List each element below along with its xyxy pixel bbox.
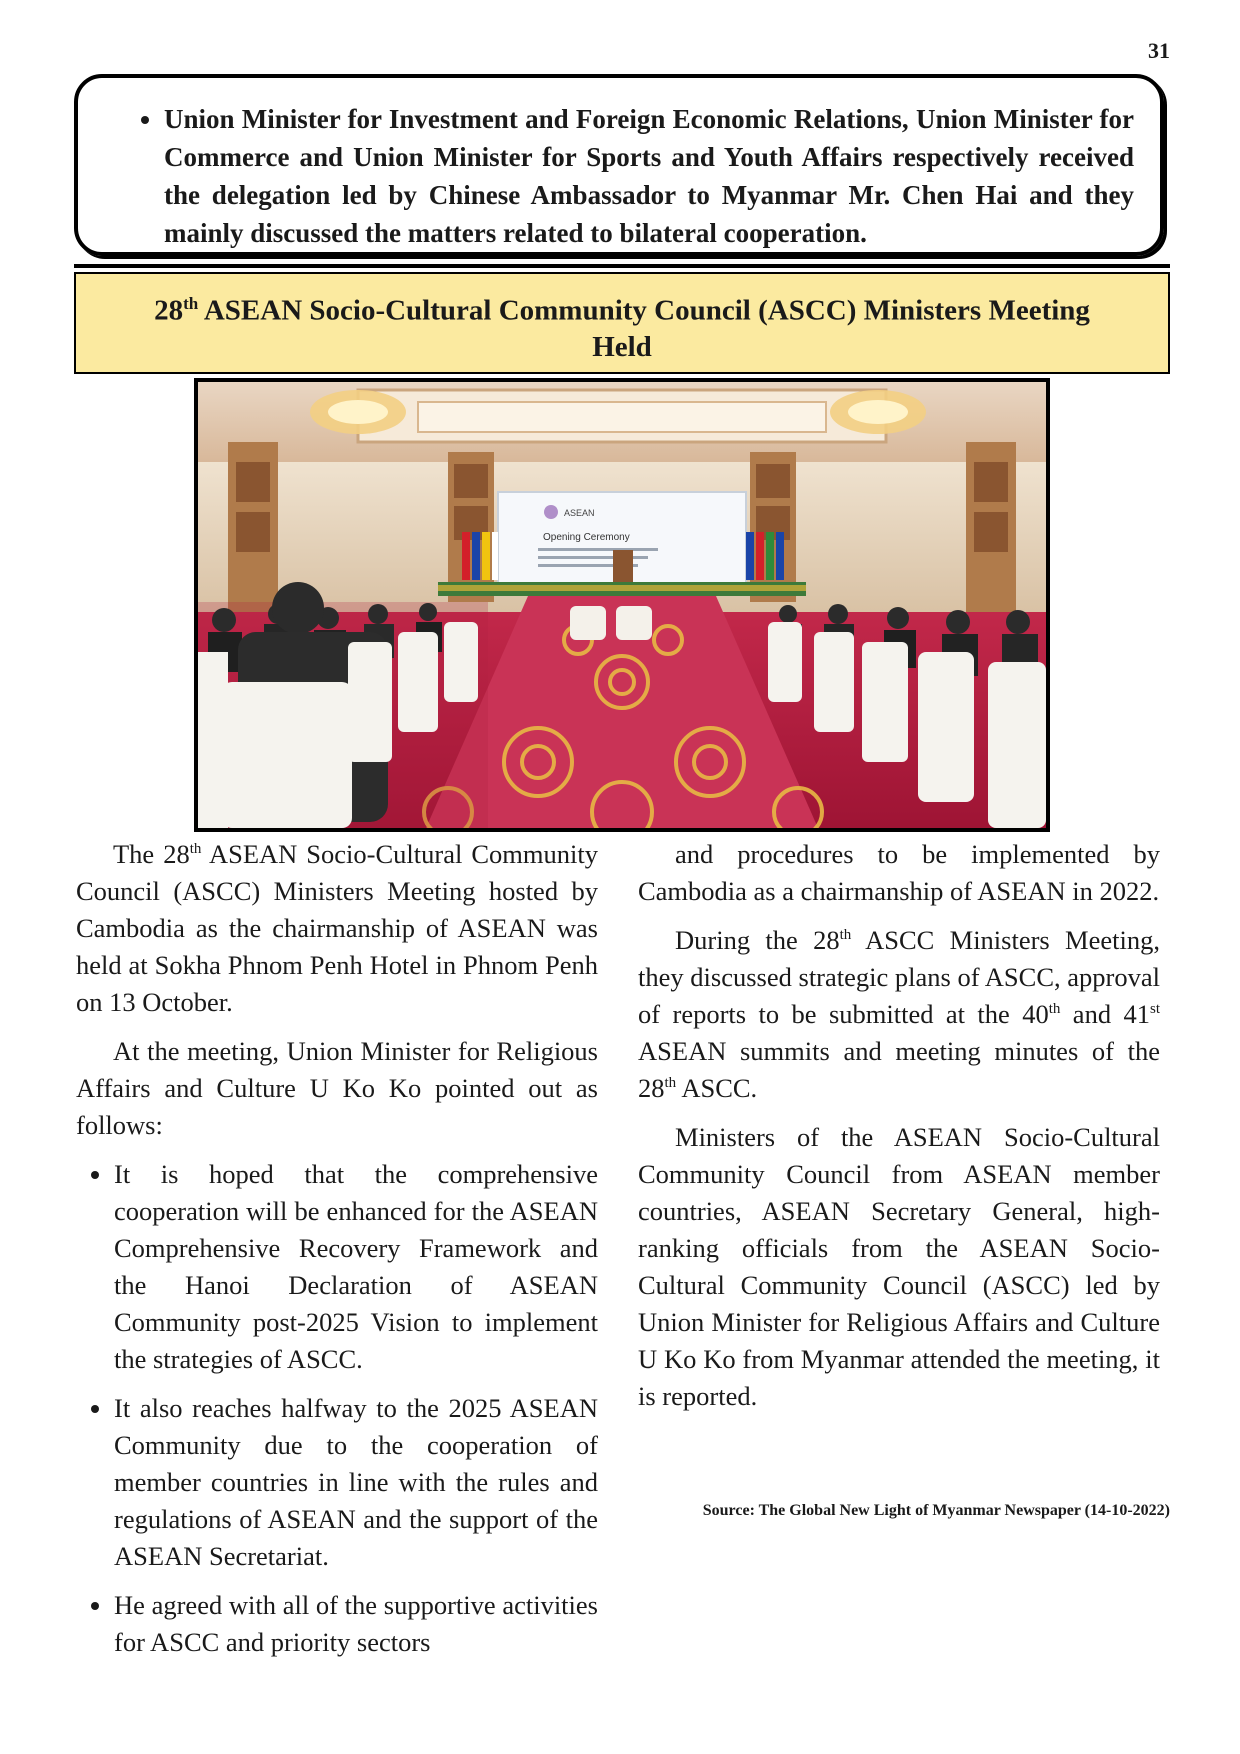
headline-number: 28	[154, 294, 184, 327]
screen-logo-text: ASEAN	[564, 508, 595, 518]
summary-box	[74, 74, 1164, 256]
paragraph-continuation: and procedures to be implemented by Cambodia as a chairmanship of ASEAN in 2022.	[638, 839, 1160, 906]
article-headline	[76, 286, 1168, 365]
right-column	[638, 836, 1160, 1427]
summary-list	[128, 100, 1134, 252]
divider-rule	[74, 264, 1170, 268]
page-number: 31	[1148, 38, 1170, 63]
points-list	[76, 1156, 598, 1661]
list-item: • He agreed with all of the supportive activities for ASCC and priority sectors	[114, 1587, 598, 1661]
list-item: • It also reaches halfway to the 2025 ASEAN Community due to the cooperation of member countries in line with the rules and regulations of ASEAN and the support of the ASEAN Secretariat.	[114, 1390, 598, 1575]
summary-item: • Union Minister for Investment and Foreign Economic Relations, Union Minister for Commerce and Union Minister for Sports and Youth Affairs respectively received the delegation led by Chinese Ambassador to Myanmar Mr. Chen Hai and they mainly discussed the matters related to bilateral cooperation.	[164, 100, 1134, 252]
paragraph-intro: The 28th ASEAN Socio-Cultural Community Council (ASCC) Ministers Meeting hosted by Cambodia as the chairmanship of ASEAN was held at Sokha Phnom Penh Hotel in Phnom Penh on 13 October.	[76, 839, 598, 1017]
headline-line1: ASEAN Socio-Cultural Community Council (ASCC) Ministers Meeting	[198, 294, 1090, 327]
headline-ordinal: th	[183, 294, 199, 313]
list-item: • It is hoped that the comprehensive cooperation will be enhanced for the ASEAN Comprehensive Recovery Framework and the Hanoi Declaration of ASEAN Community post-2025 Vision to implement the strategies of ASCC.	[114, 1156, 598, 1378]
headline-box	[74, 272, 1170, 374]
source-credit: Source: The Global New Light of Myanmar Newspaper (14-10-2022)	[702, 1502, 1170, 1519]
meeting-photo	[194, 378, 1050, 832]
headline-line2: Held	[592, 330, 652, 363]
screen-title: Opening Ceremony	[543, 532, 630, 543]
paragraph-discussion: During the 28th ASCC Ministers Meeting, they discussed strategic plans of ASCC, approval of reports to be submitted at the 40th and 41st ASEAN summits and meeting minutes of the 28th ASCC.	[638, 925, 1160, 1103]
paragraph-meeting: At the meeting, Union Minister for Religious Affairs and Culture U Ko Ko pointed out as follows:	[76, 1036, 598, 1140]
left-column	[76, 836, 598, 1673]
paragraph-attendees: Ministers of the ASEAN Socio-Cultural Community Council from ASEAN member countries, ASEAN Secretary General, high-ranking officials from the ASEAN Socio-Cultural Community Council (ASCC) led by Union Minister for Religious Affairs and Culture U Ko Ko from Myanmar attended the meeting, it is reported.	[638, 1122, 1160, 1411]
